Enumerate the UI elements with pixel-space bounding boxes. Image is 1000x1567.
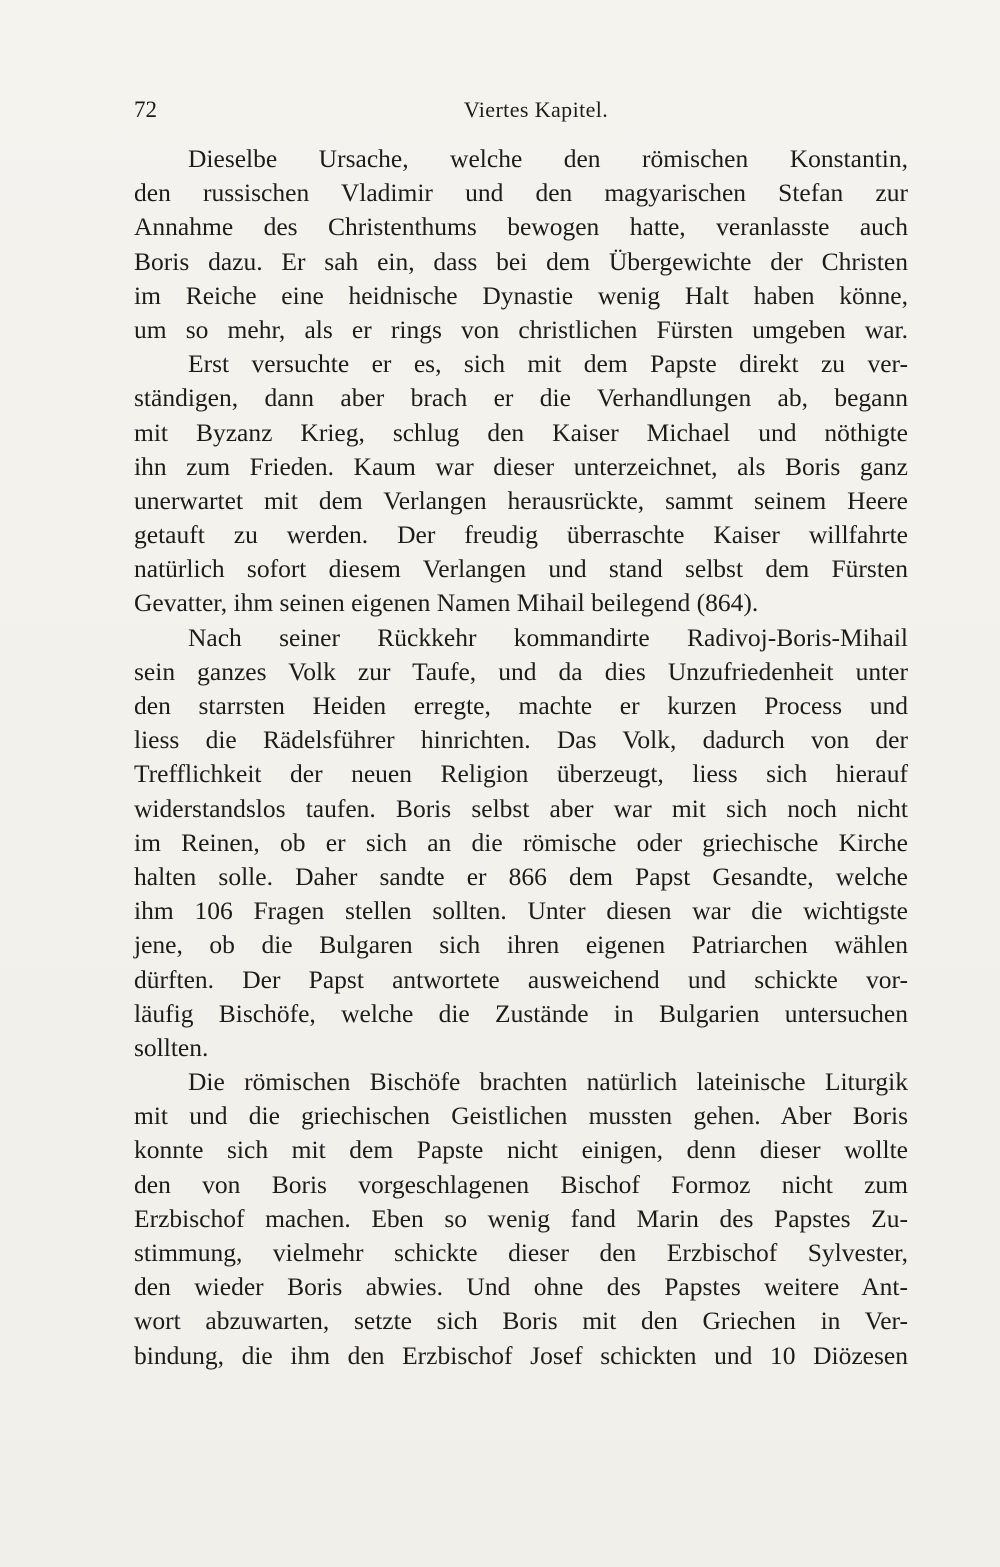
text-line: wort abzuwarten, setzte sich Boris mit den Griechen in Ver-: [134, 1306, 908, 1336]
text-line: den von Boris vorgeschlagenen Bischof Formoz nicht zum: [134, 1169, 908, 1199]
text-line: den wieder Boris abwies. Und ohne des Papstes weitere Ant-: [134, 1272, 908, 1302]
text-line: Annahme des Christenthums bewogen hatte, veranlasste auch: [134, 212, 908, 242]
text-line: ihn zum Frieden. Kaum war dieser unterzeichnet, als Boris ganz: [134, 451, 908, 481]
text-line: unerwartet mit dem Verlangen herausrückte, sammt seinem Heere: [134, 485, 908, 515]
text-line: ihm 106 Fragen stellen sollten. Unter diesen war die wichtigste: [134, 896, 908, 926]
page-number: 72: [134, 97, 157, 122]
text-line: stimmung, vielmehr schickte dieser den Erzbischof Sylvester,: [134, 1238, 908, 1267]
text-line: im Reinen, ob er sich an die römische oder griechische Kirche: [134, 827, 908, 857]
text-line: dürften. Der Papst antwortete ausweichend und schickte vor-: [134, 964, 908, 994]
text-line: im Reiche eine heidnische Dynastie wenig Halt haben könne,: [134, 280, 908, 310]
text-line: um so mehr, als er rings von christlichen Fürsten umgeben war.: [134, 314, 908, 344]
text-line: mit und die griechischen Geistlichen mussten gehen. Aber Boris: [134, 1101, 908, 1131]
text-line: sollten.: [134, 1032, 209, 1062]
text-line: liess die Rädelsführer hinrichten. Das Volk, dadurch von der: [134, 725, 908, 755]
text-line: den starrsten Heiden erregte, machte er kurzen Process und: [134, 691, 908, 720]
text-line: Boris dazu. Er sah ein, dass bei dem Übergewichte der Christen: [134, 246, 908, 276]
text-line: läufig Bischöfe, welche die Zustände in Bulgarien untersuchen: [134, 998, 908, 1028]
text-line: widerstandslos taufen. Boris selbst aber war mit sich noch nicht: [134, 793, 908, 823]
text-line: Trefflichkeit der neuen Religion überzeugt, liess sich hierauf: [134, 759, 908, 789]
text-line: halten solle. Daher sandte er 866 dem Papst Gesandte, welche: [134, 861, 908, 891]
text-line: Erst versuchte er es, sich mit dem Papste direkt zu ver-: [188, 349, 908, 379]
page-header: [134, 93, 908, 127]
text-line: Erzbischof machen. Eben so wenig fand Marin des Papstes Zu-: [134, 1203, 908, 1233]
text-line: konnte sich mit dem Papste nicht einigen, denn dieser wollte: [134, 1135, 908, 1165]
text-line: ständigen, dann aber brach er die Verhandlungen ab, begann: [134, 383, 908, 413]
running-head: Viertes Kapitel.: [463, 97, 609, 122]
text-line: natürlich sofort diesem Verlangen und stand selbst dem Fürsten: [134, 554, 908, 584]
text-line: sein ganzes Volk zur Taufe, und da dies Unzufriedenheit unter: [134, 656, 908, 686]
text-line: Nach seiner Rückkehr kommandirte Radivoj-Boris-Mihail: [188, 622, 908, 652]
text-line: jene, ob die Bulgaren sich ihren eigenen Patriarchen wählen: [134, 930, 908, 960]
text-line: getauft zu werden. Der freudig überraschte Kaiser willfahrte: [134, 520, 908, 550]
text-line: bindung, die ihm den Erzbischof Josef schickten und 10 Diözesen: [134, 1340, 908, 1370]
text-line: Die römischen Bischöfe brachten natürlich lateinische Liturgik: [188, 1067, 908, 1097]
text-line: den russischen Vladimir und den magyarischen Stefan zur: [134, 178, 908, 208]
text-line: mit Byzanz Krieg, schlug den Kaiser Michael und nöthigte: [134, 417, 908, 447]
text-line: Dieselbe Ursache, welche den römischen Konstantin,: [188, 144, 908, 173]
text-line: Gevatter, ihm seinen eigenen Namen Mihail beilegend (864).: [134, 588, 759, 618]
body-text: [134, 142, 908, 1373]
